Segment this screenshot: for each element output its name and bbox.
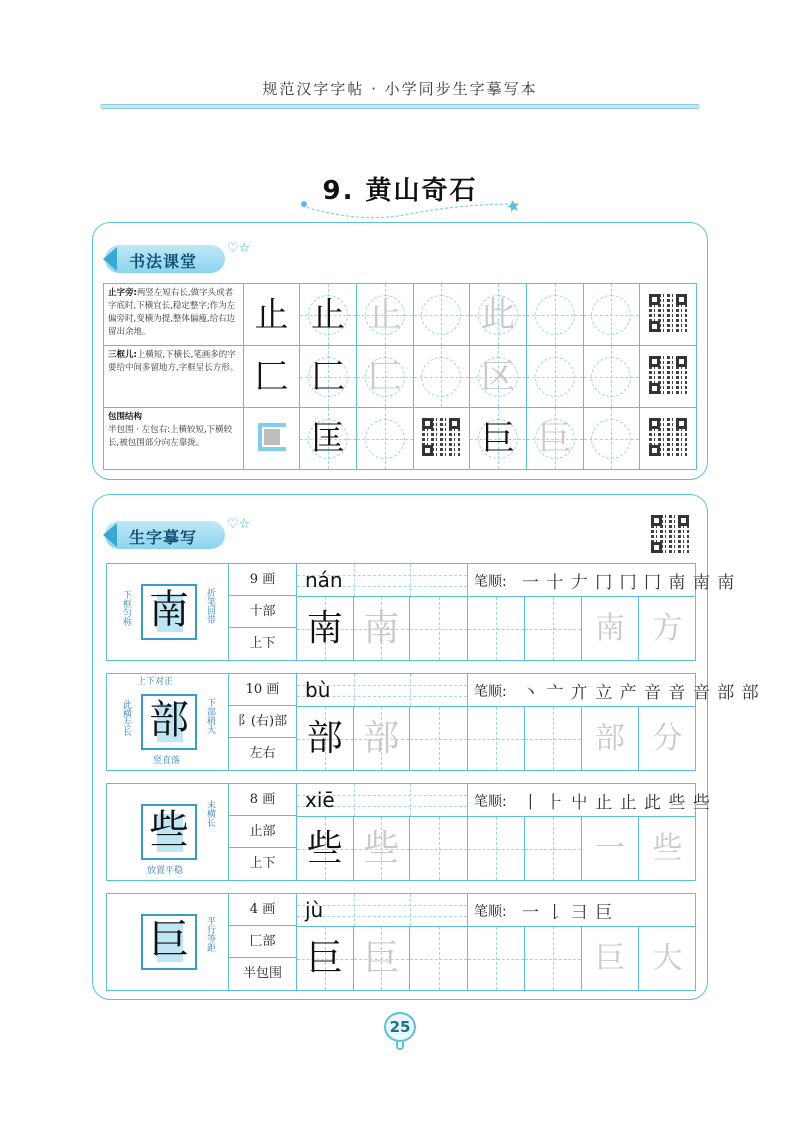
writing-note: 上下对正: [137, 677, 174, 687]
word-cell[interactable]: 分: [652, 720, 683, 756]
practice-cell[interactable]: 止: [356, 284, 413, 346]
writing-note: 末横长: [205, 800, 215, 827]
model-character: 巨: [149, 917, 189, 963]
word-cell[interactable]: 巨: [582, 927, 639, 990]
word-cell[interactable]: 大: [652, 940, 683, 976]
page-number-badge: [378, 1012, 422, 1050]
practice-block: [106, 563, 736, 661]
rule-description: 三框儿:上横短,下横长,笔画多的字要给中间多留地方,字框呈长方形。: [104, 346, 244, 408]
practice-cell[interactable]: 匚: [300, 346, 357, 408]
lesson-title: 9. 黄山奇石: [322, 176, 478, 206]
word-cell[interactable]: 南: [582, 597, 639, 660]
trace-row: [297, 597, 467, 660]
structure: 半包围: [229, 958, 297, 990]
word-cell[interactable]: 一: [582, 817, 639, 880]
word-row: [467, 927, 695, 990]
practice-cell[interactable]: [468, 597, 525, 660]
word-row: [467, 707, 695, 770]
word-row: [467, 597, 695, 660]
header-rule: [100, 104, 700, 109]
practice-cell[interactable]: 巨: [526, 408, 583, 470]
stroke-order: 一 𠄌 彐 巨: [522, 903, 614, 923]
qr-code-icon[interactable]: [640, 408, 697, 470]
rule-description: 包围结构 半包围 · 左包右:上横较短,下横较长,被包围部分向左靠拢。: [104, 408, 244, 470]
stroke-order-row: [467, 674, 760, 707]
practice-cell[interactable]: 巨: [354, 927, 411, 990]
practice-cell[interactable]: [526, 346, 583, 408]
stroke-count: 4 画: [229, 894, 297, 926]
practice-panel: [92, 494, 760, 1000]
word-cell[interactable]: 方: [652, 610, 683, 646]
writing-note: 竖直落: [153, 756, 181, 766]
stroke-order-row: [467, 784, 711, 817]
practice-cell[interactable]: 部: [297, 707, 354, 770]
stroke-order-label: 笔顺:: [474, 684, 507, 700]
pinyin: bù: [305, 678, 331, 702]
stroke-order-row: [467, 564, 736, 597]
character-info: [229, 784, 297, 880]
practice-cell[interactable]: 巨: [297, 927, 354, 990]
pinyin-row[interactable]: [297, 674, 467, 707]
trace-row: [297, 707, 467, 770]
practice-cell[interactable]: 匚: [356, 346, 413, 408]
writing-note: 此横左长: [121, 700, 131, 736]
practice-cell[interactable]: [583, 408, 640, 470]
writing-note: 折笔回带: [205, 588, 215, 624]
practice-cell[interactable]: 巨: [470, 408, 527, 470]
practice-cell[interactable]: [413, 346, 470, 408]
practice-cell[interactable]: [410, 707, 467, 770]
stroke-order-row: [467, 894, 695, 927]
practice-cell[interactable]: [526, 284, 583, 346]
stroke-order: 丨 ⺊ 屮 止 止 此 些 些: [522, 793, 711, 813]
practice-cell[interactable]: 匡: [300, 408, 357, 470]
pinyin: xiē: [305, 788, 335, 812]
practice-cell[interactable]: [468, 927, 525, 990]
character-info: [229, 564, 297, 660]
structure: 上下: [229, 848, 297, 880]
practice-banner: [105, 517, 251, 549]
model-cell: 止: [243, 284, 300, 346]
practice-title: 生字摹写: [129, 528, 198, 547]
practice-cell[interactable]: [583, 346, 640, 408]
table-row: [104, 284, 697, 346]
qr-code-icon[interactable]: [640, 346, 697, 408]
stroke-order-label: 笔顺:: [474, 904, 507, 920]
running-head: 规范汉字字帖 · 小学同步生字摹写本: [262, 80, 538, 98]
table-row: [104, 408, 697, 470]
practice-cell[interactable]: 部: [354, 707, 411, 770]
practice-cell[interactable]: [356, 408, 413, 470]
practice-cell[interactable]: 此: [470, 284, 527, 346]
practice-cell[interactable]: [525, 927, 582, 990]
practice-cell[interactable]: [410, 597, 467, 660]
writing-note: 平行等距: [205, 916, 215, 952]
qr-code-icon[interactable]: [640, 284, 697, 346]
model-character: 部: [149, 697, 189, 743]
enclosure-icon: [258, 423, 286, 451]
model-character-box: [107, 894, 229, 990]
model-cell: 匚: [243, 346, 300, 408]
practice-cell[interactable]: [410, 817, 467, 880]
model-character: 些: [149, 807, 189, 853]
trace-row: [297, 927, 467, 990]
word-cell[interactable]: 部: [582, 707, 639, 770]
radical: 止部: [229, 816, 297, 848]
practice-cell[interactable]: 南: [297, 597, 354, 660]
word-cell[interactable]: 些: [652, 830, 683, 866]
practice-block: [106, 893, 696, 991]
practice-cell[interactable]: 区: [470, 346, 527, 408]
model-character-box: [107, 674, 229, 770]
pinyin: jù: [305, 898, 324, 922]
stroke-count: 9 画: [229, 564, 297, 596]
star-icon: ♡☆: [227, 241, 251, 256]
stroke-order: 一 十 𠂇 冂 冂 冂 南 南 南: [522, 573, 736, 593]
trace-row: [297, 817, 467, 880]
model-character: 南: [149, 587, 189, 633]
pinyin-row[interactable]: [297, 564, 467, 597]
star-icon: ♡☆: [227, 517, 251, 532]
practice-cell[interactable]: 止: [300, 284, 357, 346]
practice-cell[interactable]: [583, 284, 640, 346]
word-row: [467, 817, 695, 880]
practice-cell[interactable]: 南: [354, 597, 411, 660]
qr-code-icon[interactable]: [651, 515, 689, 557]
character-info: [229, 894, 297, 990]
stroke-count: 8 画: [229, 784, 297, 816]
writing-note: 下部稍大: [205, 698, 215, 734]
character-info: [229, 674, 297, 770]
practice-cell[interactable]: [468, 707, 525, 770]
calligraphy-title: 书法课堂: [129, 252, 198, 271]
practice-cell[interactable]: 些: [354, 817, 411, 880]
practice-cell[interactable]: [525, 817, 582, 880]
stroke-order: 丶 亠 亣 立 产 音 音 音 部 部: [522, 683, 760, 703]
radical: 匚部: [229, 926, 297, 958]
structure: 上下: [229, 628, 297, 660]
pinyin-row[interactable]: [297, 894, 467, 927]
stroke-count: 10 画: [229, 674, 297, 706]
calligraphy-panel: [92, 222, 708, 480]
calligraphy-banner: [105, 241, 251, 273]
rule-description: 止字旁:两竖左短右长,做字头或者字底时,下横宜长,稳定整字;作为左偏旁时,变横为提,整体偏瘦,给右边留出余地。: [104, 284, 244, 346]
practice-cell[interactable]: [413, 284, 470, 346]
model-character-box: [107, 564, 229, 660]
calligraphy-table: [103, 283, 697, 470]
practice-cell[interactable]: 些: [297, 817, 354, 880]
practice-cell[interactable]: [525, 597, 582, 660]
practice-cell[interactable]: [468, 817, 525, 880]
structure: 左右: [229, 738, 297, 770]
radical: 十部: [229, 596, 297, 628]
model-character-box: [107, 784, 229, 880]
practice-block: [106, 673, 760, 771]
stroke-order-label: 笔顺:: [474, 794, 507, 810]
pinyin-row[interactable]: [297, 784, 467, 817]
pinyin: nán: [305, 568, 343, 592]
model-cell: [243, 408, 300, 470]
radical: 阝(右)部: [229, 706, 297, 738]
writing-note: 放置平稳: [147, 866, 184, 876]
practice-cell[interactable]: [525, 707, 582, 770]
practice-cell[interactable]: [410, 927, 467, 990]
page-number: 25: [389, 1018, 411, 1036]
writing-note: 下框匀称: [121, 590, 131, 626]
title-flourish: [300, 200, 520, 220]
table-row: [104, 346, 697, 408]
stroke-order-label: 笔顺:: [474, 574, 507, 590]
practice-block: [106, 783, 711, 881]
qr-code-icon[interactable]: [413, 408, 470, 470]
